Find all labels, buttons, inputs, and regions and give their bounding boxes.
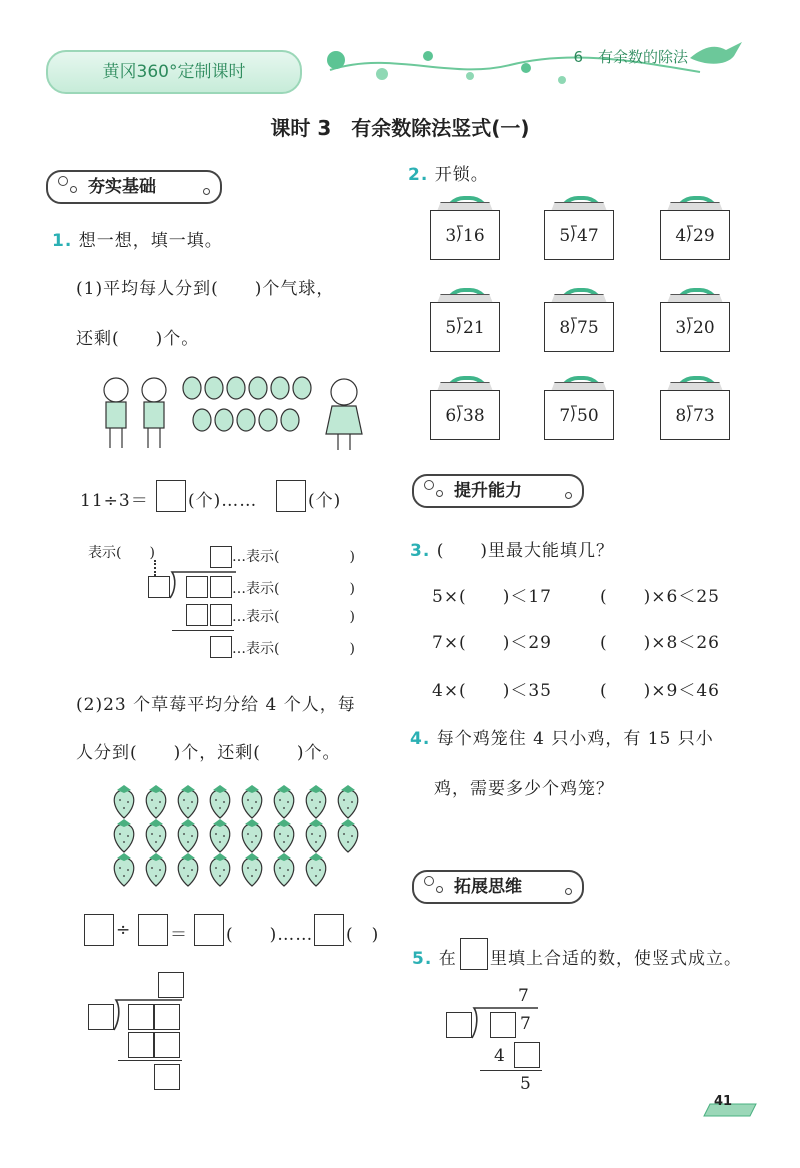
q3-row2-right: ( )×8＜26	[600, 633, 720, 653]
lock-1[interactable]	[430, 196, 500, 260]
q1-div-dividend-ones-box[interactable]	[210, 576, 232, 598]
q5-text-a: 在	[438, 949, 457, 969]
bird-icon	[686, 36, 746, 72]
q1-eq2-box-2[interactable]	[138, 914, 168, 946]
q1-eq1-remainder-box[interactable]	[276, 480, 306, 512]
q1-dotted-pointer	[154, 560, 158, 576]
q5-quotient: 7	[518, 986, 530, 1006]
q1-div2-dividend-tens-box[interactable]	[128, 1004, 154, 1030]
q3-number: 3.	[410, 541, 431, 561]
q1-part1-line1: (1)平均每人分到( )个气球，	[76, 279, 335, 299]
q1-div-subtract-line	[172, 630, 234, 631]
q1-div2-product-tens-box[interactable]	[128, 1032, 154, 1058]
q1-div-product-ones-box[interactable]	[210, 604, 232, 626]
q5-divisor-box[interactable]	[446, 1012, 472, 1038]
q1-show-2: …表示( )	[232, 581, 355, 597]
q1-div-remainder-box[interactable]	[210, 636, 232, 658]
q2-number: 2.	[408, 165, 429, 185]
q1-number: 1.	[52, 231, 73, 251]
lock-3[interactable]	[660, 196, 730, 260]
q1-div2-remainder-box[interactable]	[154, 1064, 180, 1090]
lock-6-expr: 3⟌20	[675, 318, 715, 338]
q5-dividend-tens-box[interactable]	[490, 1012, 516, 1038]
q5-dividend-ones: 7	[520, 1014, 532, 1034]
section-basic-label: 夯实基础	[88, 177, 156, 197]
q1-div2-divisor-box[interactable]	[88, 1004, 114, 1030]
q1-eq2-eq: ＝	[170, 925, 188, 945]
q2-heading	[408, 160, 489, 185]
lock-8[interactable]	[544, 376, 614, 440]
q1-show-left: 表示( )	[88, 545, 155, 561]
lock-9[interactable]	[660, 376, 730, 440]
lock-7[interactable]	[430, 376, 500, 440]
q5-subtract-line	[480, 1070, 542, 1071]
q3-row2-left: 7×( )＜29	[432, 633, 552, 653]
q4-number: 4.	[410, 729, 431, 749]
q3-row3-right: ( )×9＜46	[600, 681, 720, 701]
q1-div2-quotient-box[interactable]	[158, 972, 184, 998]
q1-eq2-mid: ( )……	[226, 925, 314, 945]
q2-text: 开锁。	[434, 165, 489, 185]
q5-heading	[412, 944, 457, 969]
q3-text: ( )里最大能填几？	[436, 541, 614, 561]
q1-div-quotient-box[interactable]	[210, 546, 232, 568]
kids-balloons-illustration	[98, 370, 368, 454]
q4-text-a: 每个鸡笼住 4 只小鸡，有 15 只小	[436, 729, 714, 749]
lock-3-expr: 4⟌29	[675, 226, 715, 246]
q1-eq2-end: ( )	[346, 925, 380, 945]
q3-row3-left: 4×( )＜35	[432, 681, 552, 701]
q1-eq2-box-3[interactable]	[194, 914, 224, 946]
q3-row1-right: ( )×6＜25	[600, 587, 720, 607]
q1-eq2-box-1[interactable]	[84, 914, 114, 946]
q1-part2-line2: 人分到( )个，还剩( )个。	[76, 743, 341, 763]
lock-8-expr: 7⟌50	[559, 406, 599, 426]
q1-part1-line2: 还剩( )个。	[76, 329, 200, 349]
q3-row1-left: 5×( )＜17	[432, 587, 552, 607]
q1-eq2-div: ÷	[116, 920, 132, 940]
section-improve-label: 提升能力	[454, 481, 522, 501]
q1-heading	[52, 226, 223, 251]
q3-heading	[410, 536, 614, 561]
q1-eq1-quotient-box[interactable]	[156, 480, 186, 512]
page-number: 41	[714, 1094, 733, 1109]
q1-div-divisor-box[interactable]	[148, 576, 170, 598]
strawberries-illustration	[106, 782, 368, 888]
q1-text: 想一想，填一填。	[78, 231, 223, 251]
series-badge	[46, 50, 302, 94]
chapter-title: 6 有余数的除法	[573, 48, 688, 66]
lock-1-expr: 3⟌16	[445, 226, 485, 246]
section-banner-expand	[412, 870, 584, 904]
q1-div-product-tens-box[interactable]	[186, 604, 208, 626]
q1-eq1-part-a: 11÷3＝	[80, 491, 149, 511]
lock-9-expr: 8⟌73	[675, 406, 715, 426]
q1-div2-product-ones-box[interactable]	[154, 1032, 180, 1058]
q5-example-box	[460, 938, 488, 970]
q1-div2-subtract-line	[118, 1060, 182, 1061]
lock-5[interactable]	[544, 288, 614, 352]
q1-eq1-part-b: (个)……	[188, 491, 258, 511]
lock-6[interactable]	[660, 288, 730, 352]
lock-2[interactable]	[544, 196, 614, 260]
q4-text-b: 鸡，需要多少个鸡笼？	[434, 779, 614, 799]
section-expand-label: 拓展思维	[454, 877, 522, 897]
q1-eq1-part-c: (个)	[308, 491, 342, 511]
section-banner-basic	[46, 170, 222, 204]
q4-heading	[410, 724, 714, 749]
q1-part2-line1: (2)23 个草莓平均分给 4 个人，每	[76, 695, 356, 715]
q1-div2-dividend-ones-box[interactable]	[154, 1004, 180, 1030]
section-banner-improve	[412, 474, 584, 508]
lock-4[interactable]	[430, 288, 500, 352]
q5-text-b: 里填上合适的数，使竖式成立。	[490, 949, 742, 969]
lesson-title: 课时 3 有余数除法竖式(一)	[270, 116, 530, 140]
q5-number: 5.	[412, 949, 433, 969]
lock-4-expr: 5⟌21	[445, 318, 485, 338]
q5-product-ones-box[interactable]	[514, 1042, 540, 1068]
q5-remainder: 5	[520, 1074, 532, 1094]
q1-eq2-box-4[interactable]	[314, 914, 344, 946]
series-title: 黄冈360°定制课时	[102, 62, 246, 82]
q1-show-4: …表示( )	[232, 641, 355, 657]
lock-2-expr: 5⟌47	[559, 226, 599, 246]
q1-div-dividend-tens-box[interactable]	[186, 576, 208, 598]
q5-product-tens: 4	[494, 1046, 506, 1066]
lock-5-expr: 8⟌75	[559, 318, 599, 338]
q1-show-1: …表示( )	[232, 549, 355, 565]
lock-7-expr: 6⟌38	[445, 406, 485, 426]
q1-show-3: …表示( )	[232, 609, 355, 625]
